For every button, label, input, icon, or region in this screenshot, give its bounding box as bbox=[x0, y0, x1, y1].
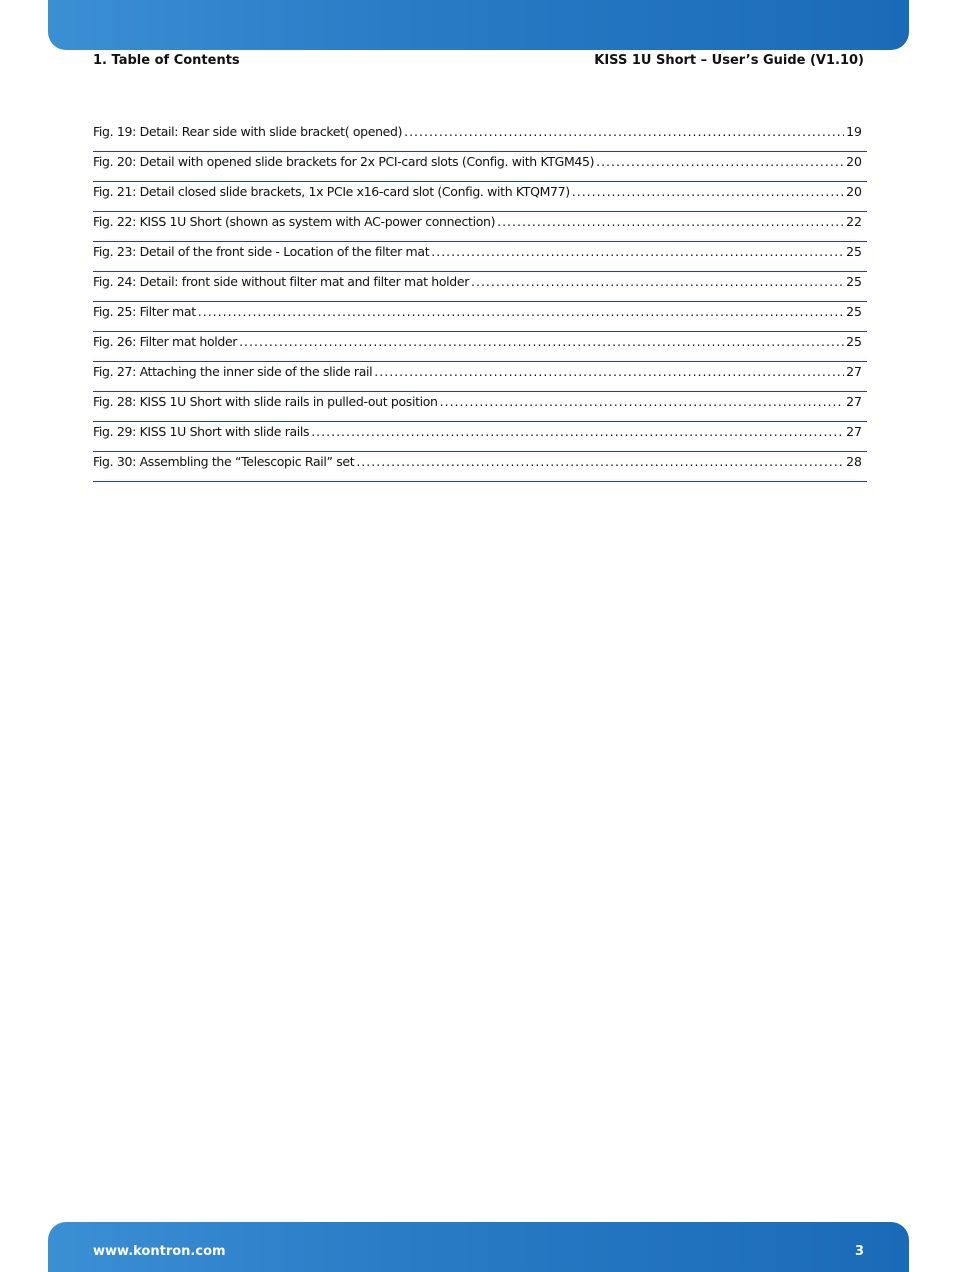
toc-entry-title: Fig. 30: Assembling the “Telescopic Rail” set bbox=[93, 454, 355, 469]
toc-entry[interactable] bbox=[93, 452, 867, 482]
toc-entry-title: Fig. 29: KISS 1U Short with slide rails bbox=[93, 424, 310, 439]
toc-entry-title: Fig. 25: Filter mat bbox=[93, 304, 196, 319]
table-of-figures bbox=[93, 122, 867, 482]
toc-entry-page: 25 bbox=[846, 334, 862, 349]
toc-entry[interactable] bbox=[93, 122, 867, 152]
toc-entry-page: 27 bbox=[846, 364, 862, 379]
toc-entry[interactable] bbox=[93, 182, 867, 212]
toc-entry[interactable] bbox=[93, 422, 867, 452]
toc-entry[interactable] bbox=[93, 362, 867, 392]
dot-leader bbox=[374, 364, 844, 379]
dot-leader bbox=[440, 394, 844, 409]
toc-entry[interactable] bbox=[93, 152, 867, 182]
toc-entry[interactable] bbox=[93, 212, 867, 242]
toc-entry-page: 20 bbox=[846, 154, 862, 169]
dot-leader bbox=[572, 184, 844, 199]
toc-entry-title: Fig. 23: Detail of the front side - Location of the filter mat bbox=[93, 244, 430, 259]
toc-entry-title: Fig. 28: KISS 1U Short with slide rails in pulled-out position bbox=[93, 394, 438, 409]
dot-leader bbox=[431, 244, 844, 259]
toc-entry-title: Fig. 22: KISS 1U Short (shown as system with AC-power connection) bbox=[93, 214, 496, 229]
page-number: 3 bbox=[854, 1244, 864, 1259]
dot-leader bbox=[311, 424, 844, 439]
toc-entry[interactable] bbox=[93, 242, 867, 272]
toc-entry-page: 28 bbox=[846, 454, 862, 469]
toc-entry-title: Fig. 26: Filter mat holder bbox=[93, 334, 238, 349]
section-title: 1. Table of Contents bbox=[93, 53, 240, 68]
dot-leader bbox=[356, 454, 844, 469]
toc-entry-title: Fig. 24: Detail: front side without filter mat and filter mat holder bbox=[93, 274, 470, 289]
dot-leader bbox=[596, 154, 844, 169]
footer-website-link[interactable]: www.kontron.com bbox=[93, 1244, 226, 1259]
document-title: KISS 1U Short – User’s Guide (V1.10) bbox=[594, 53, 864, 68]
toc-entry-page: 25 bbox=[846, 274, 862, 289]
toc-entry[interactable] bbox=[93, 272, 867, 302]
dot-leader bbox=[198, 304, 844, 319]
toc-entry-page: 25 bbox=[846, 244, 862, 259]
toc-entry-page: 27 bbox=[846, 424, 862, 439]
toc-entry-page: 27 bbox=[846, 394, 862, 409]
dot-leader bbox=[404, 124, 844, 139]
dot-leader bbox=[239, 334, 844, 349]
header-band bbox=[48, 0, 909, 50]
toc-entry-title: Fig. 19: Detail: Rear side with slide bracket( opened) bbox=[93, 124, 403, 139]
toc-entry-page: 20 bbox=[846, 184, 862, 199]
toc-entry-title: Fig. 21: Detail closed slide brackets, 1x PCIe x16-card slot (Config. with KTQM77) bbox=[93, 184, 570, 199]
toc-entry[interactable] bbox=[93, 392, 867, 422]
toc-entry-title: Fig. 20: Detail with opened slide brackets for 2x PCI-card slots (Config. with KTGM45) bbox=[93, 154, 595, 169]
toc-entry-page: 25 bbox=[846, 304, 862, 319]
dot-leader bbox=[471, 274, 844, 289]
dot-leader bbox=[497, 214, 844, 229]
toc-entry[interactable] bbox=[93, 332, 867, 362]
toc-entry[interactable] bbox=[93, 302, 867, 332]
toc-entry-page: 22 bbox=[846, 214, 862, 229]
toc-entry-title: Fig. 27: Attaching the inner side of the slide rail bbox=[93, 364, 373, 379]
toc-entry-page: 19 bbox=[846, 124, 862, 139]
